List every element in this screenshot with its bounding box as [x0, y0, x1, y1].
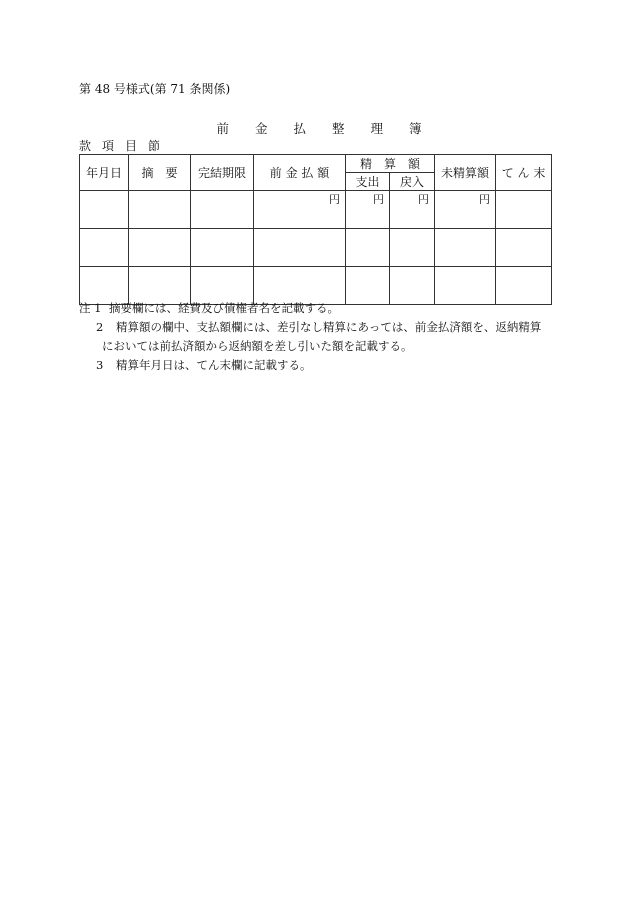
notes-section	[79, 299, 559, 375]
note-number: 3	[96, 358, 104, 372]
table-cell	[129, 191, 191, 208]
table-cell	[435, 207, 496, 229]
table-cell	[496, 229, 552, 267]
note-item	[79, 318, 559, 337]
table-cell	[390, 229, 435, 267]
budget-item: 節	[148, 139, 161, 153]
form-number: 第 48 号様式(第 71 条関係)	[79, 82, 231, 96]
title-char: 整	[332, 121, 345, 136]
note-text: 精算年月日は、てん末欄に記載する。	[116, 358, 312, 372]
table-cell	[496, 191, 552, 208]
table-cell	[346, 229, 390, 267]
note-continuation: においては前払済額から返納額を差し引いた額を記載する。	[102, 339, 413, 353]
table-cell	[129, 207, 191, 229]
document-title	[0, 119, 630, 137]
col-header-details: て ん 末	[496, 155, 552, 191]
col-header-expenditure: 支出	[346, 173, 390, 191]
table-cell	[191, 191, 254, 208]
unit-row	[80, 191, 552, 208]
note-text: 精算額の欄中、支払額欄には、差引なし精算にあっては、前金払済額を、返納精算	[116, 320, 542, 334]
title-char: 前	[216, 121, 229, 136]
table-cell	[254, 229, 346, 267]
note-item	[79, 356, 559, 375]
budget-classification	[79, 137, 171, 154]
unit-label: 円	[346, 191, 390, 208]
table-cell	[80, 229, 129, 267]
budget-item: 目	[125, 139, 138, 153]
table-cell	[346, 207, 390, 229]
note-text: 摘要欄には、経費及び債権者名を記載する。	[109, 301, 339, 315]
col-header-summary: 摘 要	[129, 155, 191, 191]
budget-item: 款	[79, 139, 92, 153]
table-cell	[254, 207, 346, 229]
col-header-unsettled-amount: 未精算額	[435, 155, 496, 191]
table-cell	[80, 207, 129, 229]
unit-label: 円	[435, 191, 496, 208]
col-header-date: 年月日	[80, 155, 129, 191]
title-char: 払	[293, 121, 306, 136]
advance-payment-ledger-table	[79, 154, 552, 305]
note-label: 注 1	[79, 301, 102, 315]
col-header-advance-amount: 前 金 払 額	[254, 155, 346, 191]
note-number: 2	[96, 320, 104, 334]
title-char: 金	[254, 121, 268, 136]
unit-label: 円	[254, 191, 346, 208]
budget-item: 項	[102, 139, 115, 153]
unit-label: 円	[390, 191, 435, 208]
col-header-settlement-amount: 精 算 額	[346, 155, 435, 173]
col-header-refund: 戻入	[390, 173, 435, 191]
table-cell	[435, 229, 496, 267]
table-cell	[390, 207, 435, 229]
table-cell	[129, 229, 191, 267]
title-char: 理	[370, 121, 384, 136]
table-row	[80, 229, 552, 267]
header-row	[80, 155, 552, 173]
table-row	[80, 207, 552, 229]
title-char: 簿	[409, 121, 422, 136]
table-cell	[496, 207, 552, 229]
table-cell	[191, 229, 254, 267]
table-cell	[80, 191, 129, 208]
table-cell	[191, 207, 254, 229]
note-item	[79, 299, 559, 318]
col-header-deadline: 完結期限	[191, 155, 254, 191]
